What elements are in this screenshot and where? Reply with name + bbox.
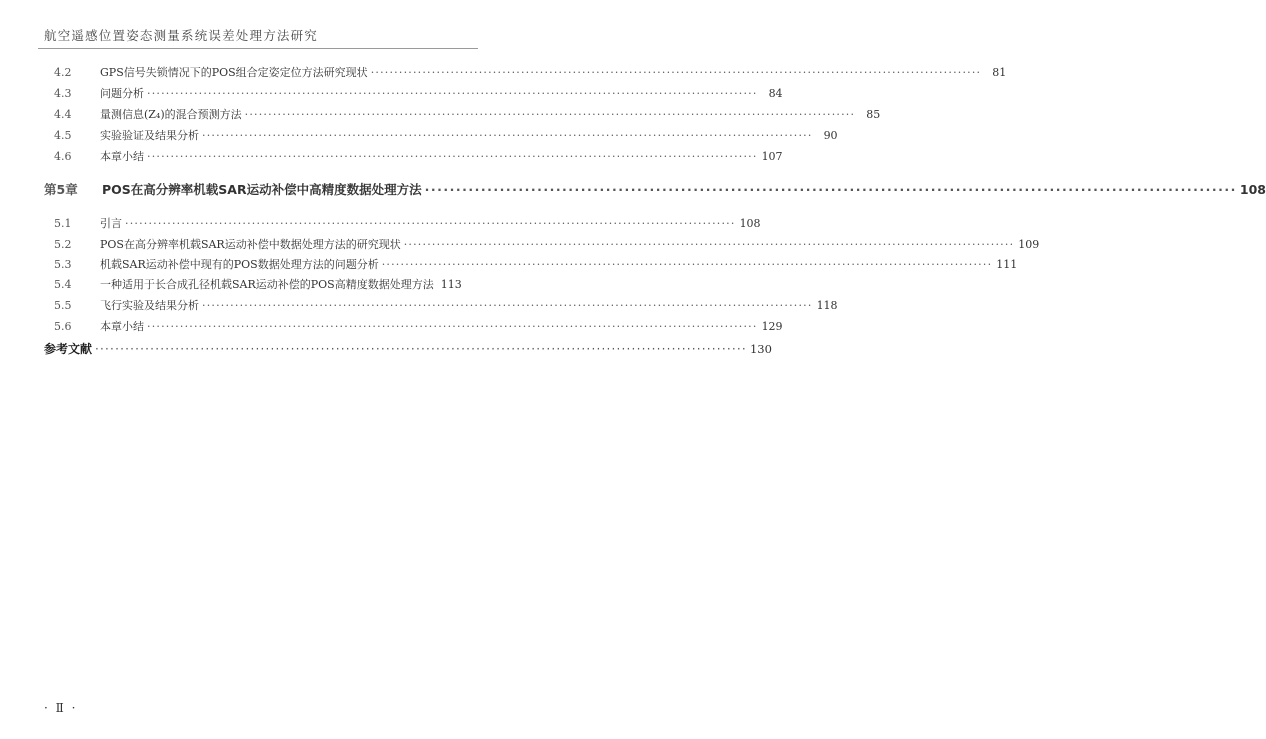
dot-leader: ·································································································································· <box>370 66 982 79</box>
section-title: GPS信号失锁情况下的POS组合定姿定位方法研究现状 <box>100 66 368 79</box>
page-number: 130 <box>749 342 772 356</box>
page-number: 85 <box>866 108 881 121</box>
section-number: 5.4 <box>54 278 72 291</box>
page-number: 84 <box>768 87 783 100</box>
page-number: 108 <box>1239 182 1266 197</box>
toc-entry-4-6[interactable] <box>54 148 783 164</box>
dot-leader: ·································································································································· <box>244 108 856 121</box>
section-number: 5.1 <box>54 217 72 230</box>
page-number: 107 <box>761 150 783 163</box>
toc-entry-5-1[interactable] <box>54 215 761 231</box>
dot-leader: ·································································································································· <box>147 87 758 100</box>
page-number: 111 <box>996 258 1018 271</box>
section-number: 4.6 <box>54 150 72 163</box>
dot-leader: ·································································································································· <box>403 238 1015 251</box>
dot-leader: ·································································································································· <box>125 217 736 230</box>
dot-leader: ·································································································································· <box>147 150 758 163</box>
footer-page-number: · Ⅱ · <box>44 701 78 715</box>
section-number: 4.5 <box>54 129 72 142</box>
references-title: 参考文献 <box>44 342 93 356</box>
toc-entry-5-2[interactable] <box>54 236 1040 252</box>
toc-entry-4-4[interactable] <box>54 106 881 122</box>
section-title: 机载SAR运动补偿中现有的POS数据处理方法的问题分析 <box>100 258 379 271</box>
dot-leader: ·································································································································· <box>424 182 1237 197</box>
toc-entry-5-4[interactable] <box>54 276 462 292</box>
dot-leader: ·································································································································· <box>202 129 813 142</box>
toc-entry-4-5[interactable] <box>54 127 838 143</box>
section-title: 量测信息(Z₄)的混合预测方法 <box>100 108 242 121</box>
toc-entry-4-2[interactable] <box>54 64 1007 80</box>
section-title: 问题分析 <box>100 87 144 100</box>
toc-references[interactable] <box>44 340 772 357</box>
chapter-title: POS在高分辨率机载SAR运动补偿中高精度数据处理方法 <box>102 182 422 197</box>
toc-entry-5-3[interactable] <box>54 256 1018 272</box>
page-number: 113 <box>440 278 462 291</box>
toc-entry-5-5[interactable] <box>54 297 838 313</box>
toc-chapter-5[interactable] <box>44 180 1266 198</box>
section-number: 5.6 <box>54 320 72 333</box>
page-number: 90 <box>823 129 838 142</box>
dot-leader: ·································································································································· <box>381 258 993 271</box>
section-title: 引言 <box>100 217 122 230</box>
page-number: 129 <box>761 320 783 333</box>
section-title: 本章小结 <box>100 150 144 163</box>
header-rule <box>38 48 478 49</box>
section-number: 4.2 <box>54 66 72 79</box>
section-number: 5.2 <box>54 238 72 251</box>
section-number: 4.4 <box>54 108 72 121</box>
section-title: 本章小结 <box>100 320 144 333</box>
section-title: 实验验证及结果分析 <box>100 129 199 142</box>
page-number: 108 <box>739 217 761 230</box>
section-title: 飞行实验及结果分析 <box>100 299 199 312</box>
section-number: 5.3 <box>54 258 72 271</box>
section-number: 5.5 <box>54 299 72 312</box>
dot-leader: ·································································································································· <box>147 320 758 333</box>
toc-entry-4-3[interactable] <box>54 85 783 101</box>
section-number: 4.3 <box>54 87 72 100</box>
dot-leader: ·································································································································· <box>95 342 747 356</box>
section-title: 一种适用于长合成孔径机载SAR运动补偿的POS高精度数据处理方法 <box>100 278 434 291</box>
section-title: POS在高分辨率机载SAR运动补偿中数据处理方法的研究现状 <box>100 238 401 251</box>
page-number: 109 <box>1018 238 1040 251</box>
dot-leader: ·································································································································· <box>202 299 813 312</box>
toc-entry-5-6[interactable] <box>54 318 783 334</box>
running-header: 航空遥感位置姿态测量系统误差处理方法研究 <box>44 28 319 43</box>
page-number: 81 <box>992 66 1007 79</box>
chapter-number: 第5章 <box>44 182 78 197</box>
page-number: 118 <box>816 299 838 312</box>
